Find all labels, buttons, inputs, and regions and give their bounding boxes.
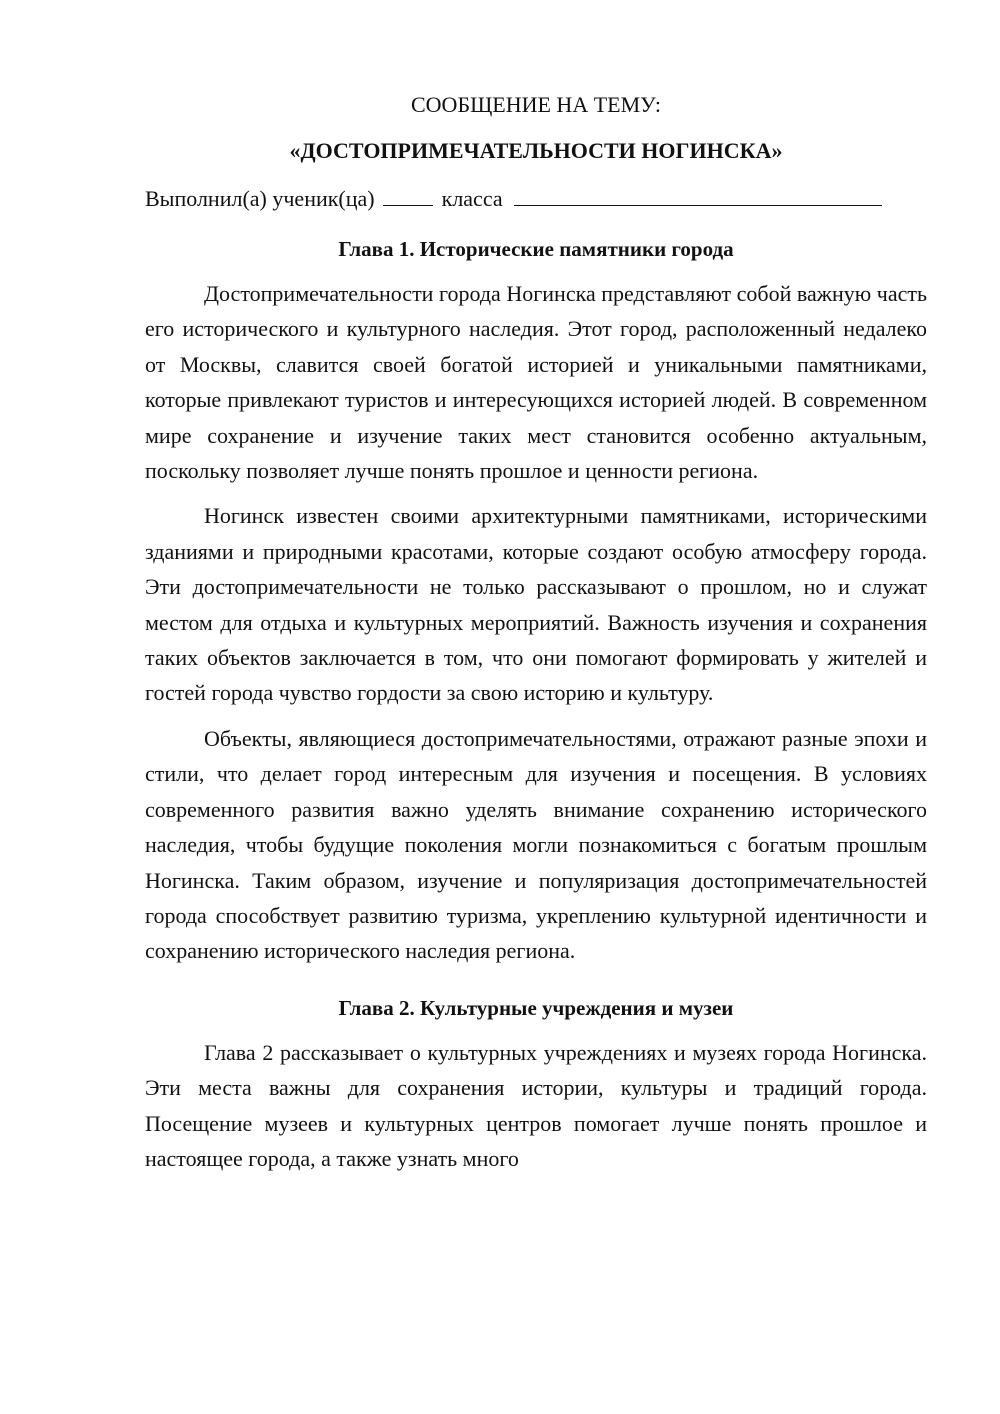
document-title: «ДОСТОПРИМЕЧАТЕЛЬНОСТИ НОГИНСКА» <box>289 138 783 163</box>
chapter-1-paragraph: Достопримечательности города Ногинска представляют собой важную часть его исторического и культурного наследия. Этот город, расположенный недалеко от Москвы, славится своей богатой историей и уникальными памятниками, которые привлекают туристов и интересующихся историей людей. В современном мире сохранение и изучение таких мест становится особенно актуальным, поскольку позволяет лучше понять прошлое и ценности региона. <box>145 281 927 484</box>
chapter-1-heading: Глава 1. Исторические памятники города <box>338 237 734 261</box>
student-name-blank <box>514 187 882 206</box>
class-number-blank <box>383 187 433 206</box>
document-body <box>145 92 927 1176</box>
class-word: класса <box>441 186 503 211</box>
author-line <box>145 186 927 212</box>
chapter-1-paragraph: Объекты, являющиеся достопримечательностями, отражают разные эпохи и стили, что делает город интересным для изучения и посещения. В условиях современного развития важно уделять внимание сохранению исторического наследия, чтобы будущие поколения могли познакомиться с богатым прошлым Ногинска. Таким образом, изучение и популяризация достопримечательностей города способствует развитию туризма, укреплению культурной идентичности и сохранению исторического наследия региона. <box>145 725 927 964</box>
author-prefix: Выполнил(а) ученик(ца) <box>145 186 375 211</box>
chapter-1-paragraph: Ногинск известен своими архитектурными памятниками, историческими зданиями и природными красотами, которые создают особую атмосферу города. Эти достопримечательности не только рассказывают о прошлом, но и служат местом для отдыха и культурных мероприятий. Важность изучения и сохранения таких объектов заключается в том, что они помогают формировать у жителей и гостей города чувство гордости за свою историю и культуру. <box>145 503 927 706</box>
chapter-2-heading: Глава 2. Культурные учреждения и музеи <box>338 995 734 1020</box>
document-heading-line1: СООБЩЕНИЕ НА ТЕМУ: <box>411 92 661 117</box>
chapter-2-paragraph: Глава 2 рассказывает о культурных учреждениях и музеях города Ногинска. Эти места важны для сохранения истории, культуры и традиций города. Посещение музеев и культурных центров помогает лучше понять прошлое и настоящее города, а также узнать много <box>145 1039 927 1171</box>
